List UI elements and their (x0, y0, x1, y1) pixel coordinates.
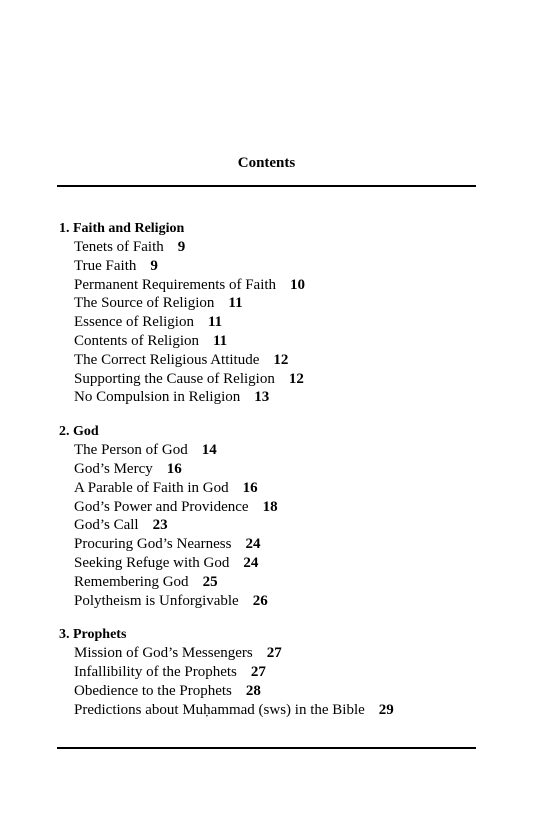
bottom-divider (57, 747, 476, 749)
entry-page-number: 26 (252, 592, 268, 609)
entry-label: Procuring God’s Nearness (74, 536, 232, 553)
entry-page-number: 12 (288, 370, 304, 387)
entry-label: Mission of God’s Messengers (74, 645, 253, 662)
toc-section-prophets (59, 625, 479, 719)
toc-entry[interactable] (59, 701, 479, 720)
entry-page-number: 9 (177, 239, 186, 255)
entry-page-number: 24 (243, 554, 259, 571)
entry-page-number: 23 (152, 517, 168, 534)
toc-entry[interactable] (59, 238, 479, 257)
toc-entry[interactable] (59, 554, 479, 573)
entry-label: Obedience to the Prophets (74, 682, 232, 699)
toc-entry[interactable] (59, 294, 479, 313)
entry-page-number: 29 (378, 701, 394, 718)
entry-label: The Correct Religious Attitude (74, 351, 260, 368)
toc-entry[interactable] (59, 351, 479, 370)
entry-page-number: 9 (150, 257, 158, 274)
entry-page-number: 10 (290, 276, 306, 293)
table-of-contents (59, 219, 479, 735)
entry-label: God’s Mercy (74, 460, 153, 477)
entry-label: True Faith (74, 257, 137, 274)
toc-entry[interactable] (59, 498, 479, 517)
entry-label: Remembering God (74, 573, 189, 590)
toc-entry[interactable] (59, 479, 479, 498)
entry-page-number: 11 (213, 332, 228, 349)
entry-label: Polytheism is Unforgivable (74, 592, 239, 609)
toc-entry[interactable] (59, 573, 479, 592)
entry-page-number: 18 (262, 498, 278, 515)
entry-page-number: 16 (242, 479, 258, 496)
toc-entry[interactable] (59, 313, 479, 332)
entry-label: Infallibility of the Prophets (74, 664, 237, 681)
entry-label: Permanent Requirements of Faith (74, 276, 277, 293)
toc-entry[interactable] (59, 682, 479, 701)
toc-entry[interactable] (59, 663, 479, 682)
toc-entry[interactable] (59, 332, 479, 351)
toc-entry[interactable] (59, 535, 479, 554)
toc-entry[interactable] (59, 441, 479, 460)
entry-label: Seeking Refuge with God (74, 554, 230, 571)
toc-entry[interactable] (59, 460, 479, 479)
toc-entry[interactable] (59, 516, 479, 535)
entry-label: God’s Call (74, 517, 139, 534)
toc-entry[interactable] (59, 257, 479, 276)
entry-page-number: 24 (245, 536, 261, 553)
entry-page-number: 28 (245, 682, 261, 699)
toc-entry[interactable] (59, 388, 479, 407)
entry-label: Essence of Religion (74, 314, 194, 331)
section-title: 1. Faith and Religion (59, 221, 185, 236)
toc-section-faith-and-religion (59, 219, 479, 407)
toc-entry[interactable] (59, 370, 479, 389)
entry-label: The Person of God (74, 442, 188, 459)
toc-entry[interactable] (59, 592, 479, 611)
section-title: 2. God (59, 424, 99, 440)
entry-label: Contents of Religion (74, 332, 199, 349)
entry-page-number: 27 (266, 645, 282, 662)
toc-entry[interactable] (59, 276, 479, 295)
entry-page-number: 14 (201, 442, 217, 459)
toc-entry[interactable] (59, 644, 479, 663)
entry-page-number: 27 (250, 664, 266, 681)
section-title: 3. Prophets (59, 627, 127, 643)
entry-page-number: 13 (254, 389, 270, 406)
toc-section-god (59, 422, 479, 610)
entry-label: A Parable of Faith in God (74, 479, 229, 496)
entry-page-number: 11 (228, 295, 243, 312)
entry-label: No Compulsion in Religion (74, 389, 241, 406)
entry-page-number: 25 (202, 573, 218, 590)
entry-page-number: 12 (273, 351, 289, 368)
entry-label: Supporting the Cause of Religion (74, 370, 275, 387)
entry-label: Predictions about Muḥammad (sws) in the Bible (74, 701, 365, 718)
entry-label: God’s Power and Providence (74, 498, 249, 515)
top-divider (57, 185, 476, 187)
entry-label: Tenets of Faith (74, 239, 164, 255)
entry-label: The Source of Religion (74, 295, 215, 312)
entry-page-number: 11 (207, 314, 223, 331)
entry-page-number: 16 (166, 460, 182, 477)
contents-heading: Contents (237, 155, 296, 171)
